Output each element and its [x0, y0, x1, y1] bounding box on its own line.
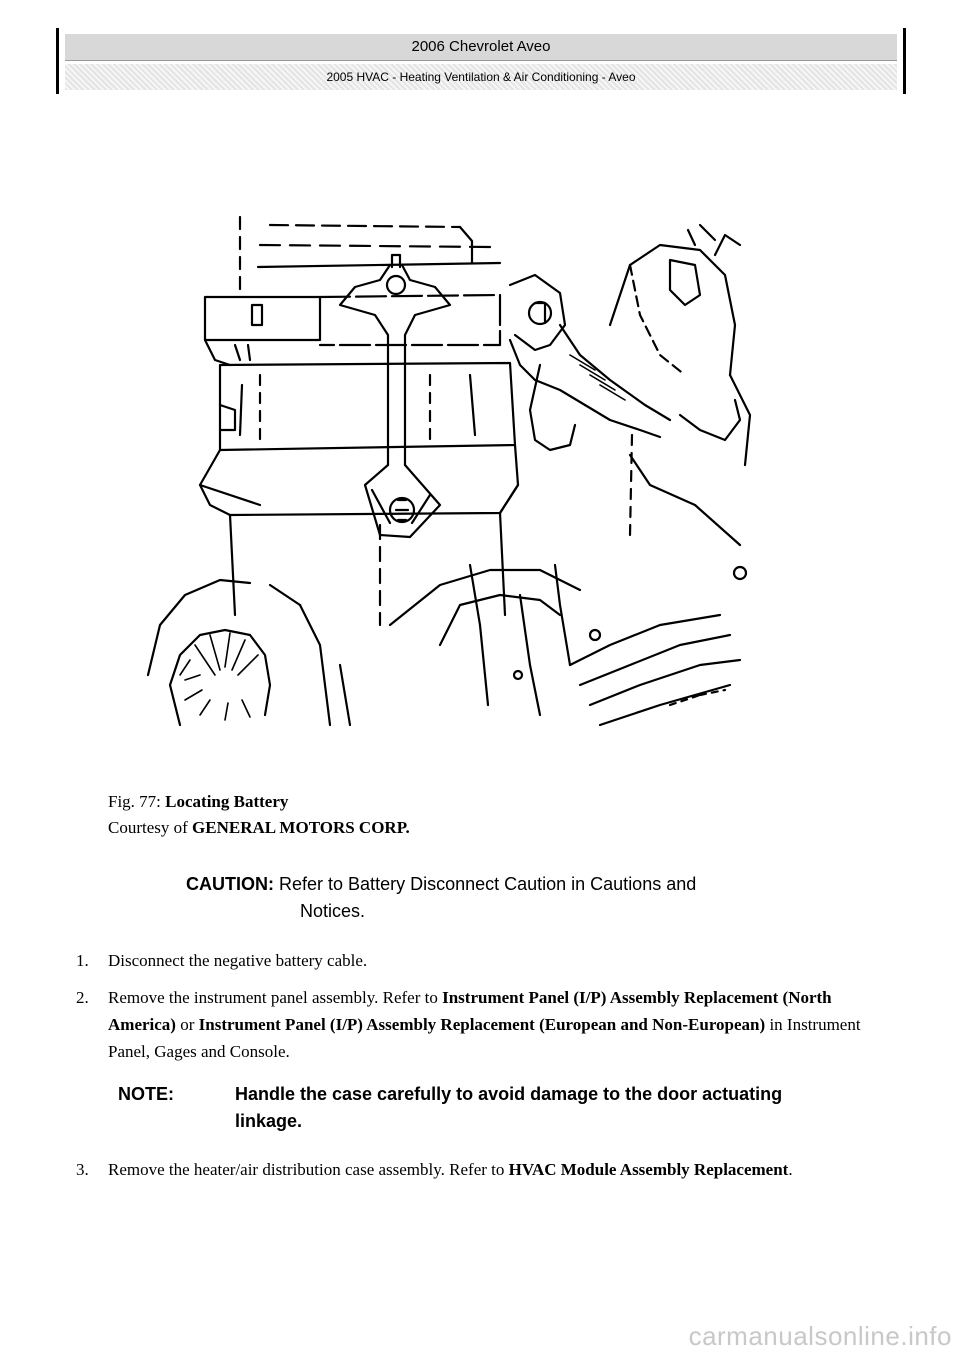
step-1: [76, 947, 896, 974]
courtesy-prefix: Courtesy of: [108, 818, 188, 837]
step-text-part: .: [788, 1160, 793, 1179]
procedure-link-ip-north-america[interactable]: Instrument Panel (I/P) Assembly Replacement (North America): [108, 988, 832, 1034]
header-title: 2006 Chevrolet Aveo: [65, 34, 897, 61]
step-text: Disconnect the negative battery cable.: [108, 951, 368, 970]
procedure-link-ip-european[interactable]: Instrument Panel (I/P) Assembly Replacement (European and Non-European): [198, 1015, 766, 1034]
figure-courtesy: [108, 815, 410, 841]
step-text-part: Remove the instrument panel assembly. Refer to: [108, 988, 438, 1007]
figure-caption: [108, 789, 410, 841]
figure-label: [108, 789, 410, 815]
step-3: [76, 1156, 896, 1183]
procedure-link-hvac-module[interactable]: HVAC Module Assembly Replacement: [508, 1160, 789, 1179]
note-text: Handle the case carefully to avoid damage to the door actuating linkage.: [235, 1084, 783, 1131]
step-text: [76, 1156, 896, 1183]
note-label: NOTE:: [118, 1084, 174, 1104]
caution-text-line2: Notices.: [300, 901, 366, 921]
caution-block: [186, 871, 886, 925]
step-2: [76, 984, 896, 1065]
battery-location-illustration: [140, 205, 760, 730]
step-text: [76, 984, 896, 1065]
page-header: [56, 28, 906, 94]
figure-title: Locating Battery: [165, 792, 289, 811]
caution-text-line1: Refer to Battery Disconnect Caution in Cautions and: [279, 874, 697, 894]
note-block: [118, 1081, 838, 1135]
step-number: 1.: [76, 951, 89, 970]
figure-number: Fig. 77:: [108, 792, 161, 811]
step-number: 2.: [76, 988, 89, 1007]
step-text-part: in Instrument Panel, Gages and Console.: [108, 1015, 861, 1061]
step-text-part: or: [180, 1015, 195, 1034]
step-text-part: Remove the heater/air distribution case assembly. Refer to: [108, 1160, 505, 1179]
step-number: 3.: [76, 1160, 89, 1179]
courtesy-source: GENERAL MOTORS CORP.: [192, 818, 410, 837]
caution-label: CAUTION:: [186, 874, 274, 894]
watermark: carmanualsonline.info: [688, 1321, 952, 1351]
header-subtitle: 2005 HVAC - Heating Ventilation & Air Conditioning - Aveo: [65, 64, 897, 90]
